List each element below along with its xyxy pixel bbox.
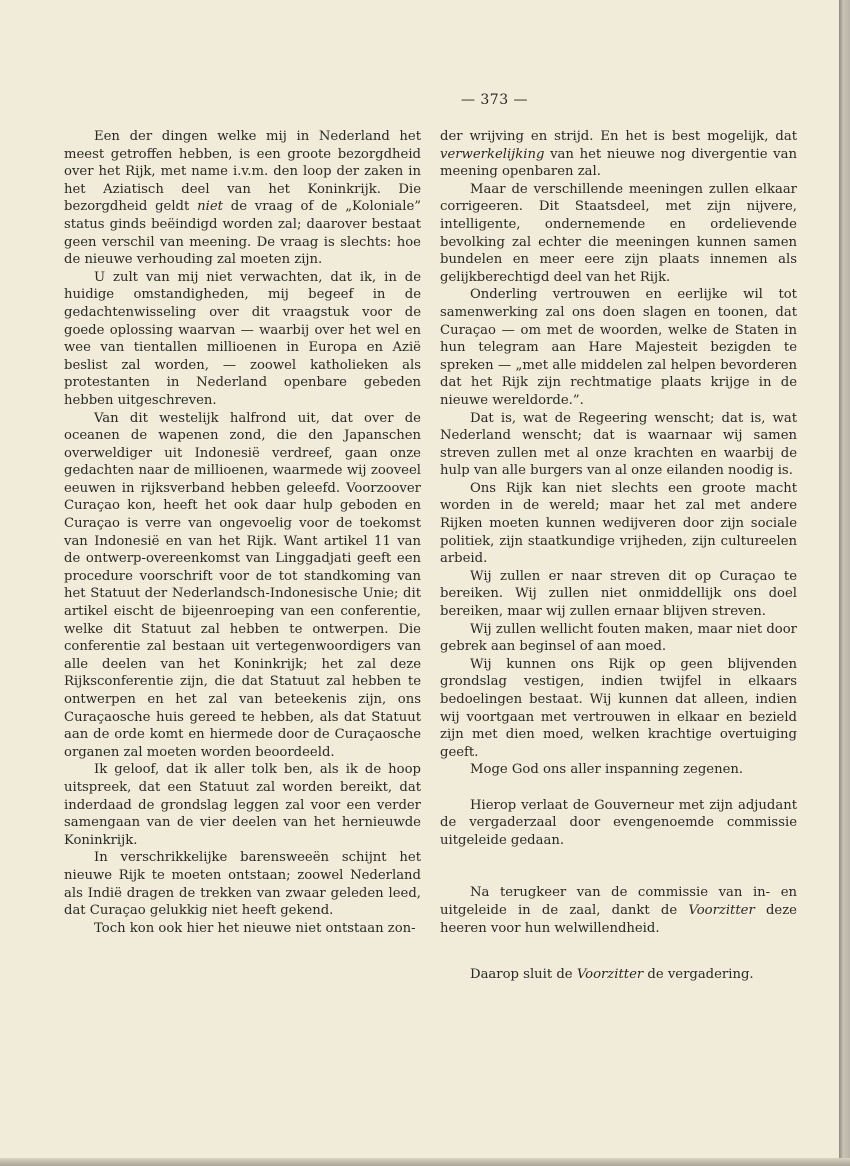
italic-word: niet [197,199,223,215]
paragraph: Dat is, wat de Regeering wenscht; dat is, wat Nederland wenscht; dat is waarnaar wij samen streven zullen met al onze krachten en waarbij de hulp van alle burgers van al onze eilanden noodig is. [440,410,797,479]
paragraph: Hierop verlaat de Gouverneur met zijn adjudant de vergaderzaal door evengenoemde commissie uitgeleide gedaan. [440,797,797,848]
paragraph: Daarop sluit de Voorzitter de vergadering. [470,967,754,983]
paragraph: U zult van mij niet verwachten, dat ik, in de huidige omstandigheden, mij begeef in de gedachtenwisseling over dit vraagstuk voor de goede oplossing waarvan — waarbij over het wel en wee van tientallen millioenen in Europa en Azië beslist zal worden, — zoowel katholieken als protestanten in Nederland openbare gebeden hebben uitgeschreven. [64,269,421,408]
left-column [64,128,421,937]
paragraph: Een der dingen welke mij in Nederland het meest getroffen hebben, is een groote bezorgdheid over het Rijk, met name i.v.m. den loop der zaken in het Aziatisch deel van het Koninkrijk. Die bezorgdheid geldt niet de vraag of de „Koloniale” status ginds beëindigd worden zal; daarover bestaat geen verschil van meening. De vraag is slechts: hoe de nieuwe verhouding zal moeten zijn. [64,129,421,268]
paragraph: Toch kon ook hier het nieuwe niet ontstaan zon- [94,920,416,936]
paragraph: Na terugkeer van de commissie van in- en uitgeleide in de zaal, dankt de Voorzitter deze heeren voor hun welwillendheid. [440,885,797,936]
paragraph: Ik geloof, dat ik aller tolk ben, als ik de hoop uitspreek, dat een Statuut zal worden bereikt, dat inderdaad de grondslag leggen zal voor een verder samengaan van de vier deelen van het hernieuwde Koninkrijk. [64,762,421,848]
italic-word: Voorzitter [688,902,755,918]
right-column [440,128,797,984]
paragraph: Ons Rijk kan niet slechts een groote macht worden in de wereld; maar het zal met andere Rijken moeten kunnen wedijveren door zijn sociale politiek, zijn staatkundige vrijheden, zijn cultureelen arbeid. [440,480,797,567]
paragraph: Onderling vertrouwen en eerlijke wil tot samenwerking zal ons doen slagen en toonen, dat Curaçao — om met de woorden, welke de Staten in hun telegram aan Hare Majesteit bezigden te spreken — „met alle middelen zal helpen bevorderen dat het Rijk zijn rechtmatige plaats krijge in de nieuwe wereldorde.”. [440,287,797,408]
paragraph: Wij kunnen ons Rijk op geen blijvenden grondslag vestigen, indien twijfel in elkaars bedoelingen bestaat. Wij kunnen dat alleen, indien wij voortgaan met vertrouwen in elkaar en bezield zijn met dien moed, welken krachtige overtuiging geeft. [440,656,797,760]
page-edge-bottom [0,1158,850,1166]
paragraph: der wrijving en strijd. En het is best mogelijk, dat verwerkelijking van het nieuwe nog divergentie van meening openbaren zal. [440,129,797,180]
paragraph: Maar de verschillende meeningen zullen elkaar corrigeeren. Dit Staatsdeel, met zijn nijvere, intelligente, ondernemende en ordelievende bevolking zal echter die meeningen kunnen samen bundelen en meer eere zijn plaats innemen als gelijkberechtigd deel van het Rijk. [440,181,797,285]
page-number: — 373 — [460,92,529,108]
paragraph: Moge God ons aller inspanning zegenen. [470,762,744,778]
paragraph: Van dit westelijk halfrond uit, dat over de oceanen de wapenen zond, die den Japanschen overweldiger uit Indonesië verdreef, gaan onze gedachten naar de millioenen, waarmede wij zooveel eeuwen in rijksverband hebben geleefd. Voorzoover Curaçao kon, heeft het ook daar hulp geboden en Curaçao is verre van ongevoelig voor de toekomst van Indonesië en van het Rijk. Want artikel 11 van de ontwerp-overeenkomst van Linggadjati geeft een procedure voorschrift voor de tot standkoming van het Statuut der Nederlandsch-Indonesische Unie; dit artikel eischt de bijeenroeping van een conferentie, welke dit Statuut zal hebben te ontwerpen. Die conferentie zal bestaan uit vertegenwoordigers van alle deelen van het Koninkrijk; het zal deze Rijksconferentie zijn, die dat Statuut zal hebben te ontwerpen en het zal van beteekenis zijn, ons Curaçaosche huis gereed te hebben, als dat Statuut aan de orde komt en hiermede door de Curaçaosche organen zal moeten worden beoordeeld. [64,410,421,760]
page-edge-right [839,0,850,1166]
paragraph: In verschrikkelijke barensweeën schijnt het nieuwe Rijk te moeten ontstaan; zoowel Nederland als Indië dragen de trekken van zwaar geleden leed, dat Curaçao gelukkig niet heeft gekend. [64,850,421,919]
paragraph: Wij zullen er naar streven dit op Curaçao te bereiken. Wij zullen niet onmiddellijk ons doel bereiken, maar wij zullen ernaar blijven streven. [440,568,797,620]
italic-word: Voorzitter [576,967,644,983]
italic-word: verwerkelijking [440,146,545,162]
paragraph: Wij zullen wellicht fouten maken, maar niet door gebrek aan beginsel of aan moed. [440,621,797,655]
